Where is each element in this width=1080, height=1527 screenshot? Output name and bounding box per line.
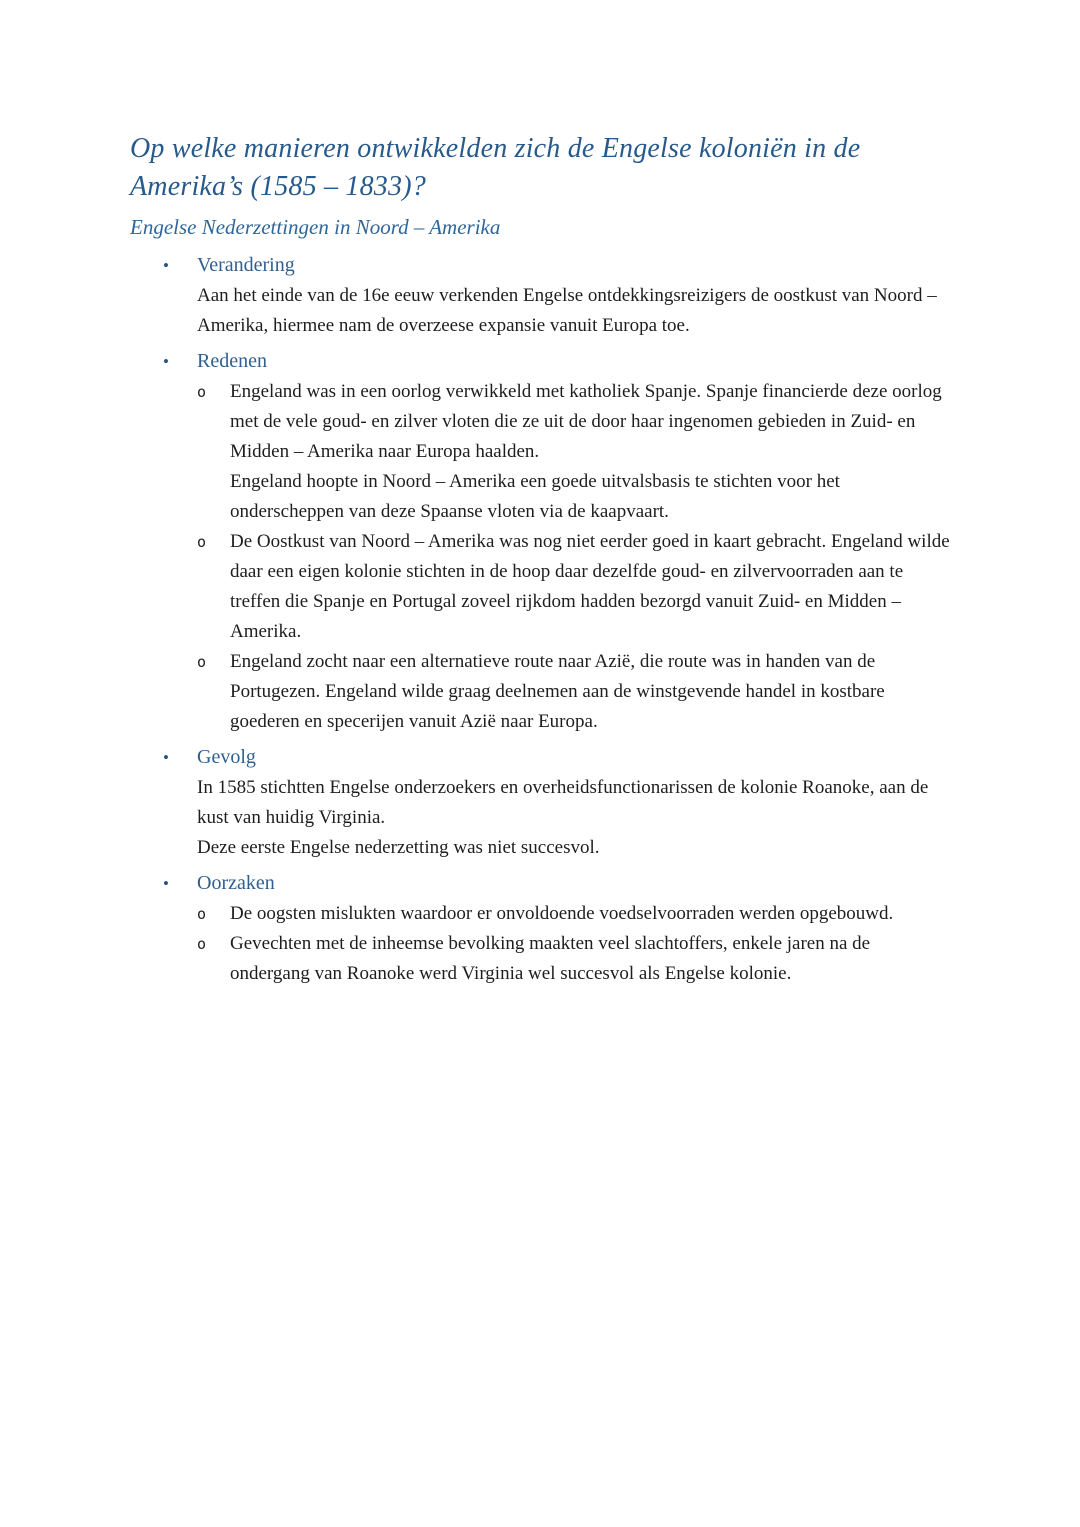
paragraph: De oogsten mislukten waardoor er onvoldoende voedselvoorraden werden opgebouwd.: [230, 903, 894, 924]
section-redenen-heading-row: [130, 346, 952, 377]
sub-bullet-text: [230, 527, 950, 647]
sub-bullet-text: [230, 647, 950, 737]
sub-bullet-text: [230, 377, 950, 527]
bullet-dot-icon: •: [163, 352, 169, 371]
paragraph: Engeland hoopte in Noord – Amerika een goede uitvalsbasis te stichten voor het onderscheppen van deze Spaanse vloten via de kaapvaart.: [230, 471, 840, 522]
page-title-line-1: Op welke manieren ontwikkelden zich de Engelse koloniën in de: [130, 133, 861, 164]
sub-bullet-item: [130, 527, 952, 647]
section-heading: Gevolg: [197, 746, 256, 768]
bullet-dot-icon: •: [163, 748, 169, 767]
paragraph: Deze eerste Engelse nederzetting was niet succesvol.: [197, 837, 600, 858]
circle-bullet-icon: o: [197, 935, 207, 953]
paragraph: Engeland was in een oorlog verwikkeld met katholiek Spanje. Spanje financierde deze oorlog met de vele goud- en zilver vloten die ze uit de door haar ingenomen gebieden in Zuid- en Midden – Amerika naar Europa haalden.: [230, 381, 942, 462]
bullet-dot-icon: •: [163, 256, 169, 275]
section-verandering-heading-row: [130, 250, 952, 281]
paragraph: De Oostkust van Noord – Amerika was nog niet eerder goed in kaart gebracht. Engeland wilde daar een eigen kolonie stichten in de hoop daar dezelfde goud- en zilvervoorraden aan te treffen die Spanje en Portugal zoveel rijkdom hadden bezorgd vanuit Zuid- en Midden – Amerika.: [230, 531, 950, 642]
paragraph: Aan het einde van de 16e eeuw verkenden Engelse ontdekkingsreizigers de oostkust van Noord – Amerika, hiermee nam de overzeese expansie vanuit Europa toe.: [197, 285, 937, 336]
section-gevolg-heading-row: [130, 742, 952, 773]
circle-bullet-icon: o: [197, 905, 207, 923]
sub-bullet-item: [130, 377, 952, 527]
bullet-list: [130, 250, 952, 989]
page-subtitle: Engelse Nederzettingen in Noord – Amerika: [130, 215, 501, 239]
section-oorzaken-heading-row: [130, 868, 952, 899]
circle-bullet-icon: o: [197, 653, 207, 671]
page-title-line-2: Amerika’s (1585 – 1833)?: [130, 171, 426, 202]
section-heading: Redenen: [197, 350, 267, 372]
sub-bullet-item: [130, 647, 952, 737]
circle-bullet-icon: o: [197, 383, 207, 401]
sub-bullet-item: [130, 899, 952, 929]
bullet-dot-icon: •: [163, 874, 169, 893]
sub-bullet-text: [230, 929, 950, 989]
section-heading: Oorzaken: [197, 872, 275, 894]
sub-bullet-text: [230, 899, 950, 929]
circle-bullet-icon: o: [197, 533, 207, 551]
paragraph: Gevechten met de inheemse bevolking maakten veel slachtoffers, enkele jaren na de ondergang van Roanoke werd Virginia wel succesvol als Engelse kolonie.: [230, 933, 871, 984]
sub-bullet-item: [130, 929, 952, 989]
paragraph: In 1585 stichtten Engelse onderzoekers en overheidsfunctionarissen de kolonie Roanoke, aan de kust van huidig Virginia.: [197, 777, 929, 828]
paragraph: Engeland zocht naar een alternatieve route naar Azië, die route was in handen van de Portugezen. Engeland wilde graag deelnemen aan de winstgevende handel in kostbare goederen en specerijen vanuit Azië naar Europa.: [230, 651, 885, 732]
page-title: [130, 130, 952, 206]
section-heading: Verandering: [197, 254, 295, 276]
